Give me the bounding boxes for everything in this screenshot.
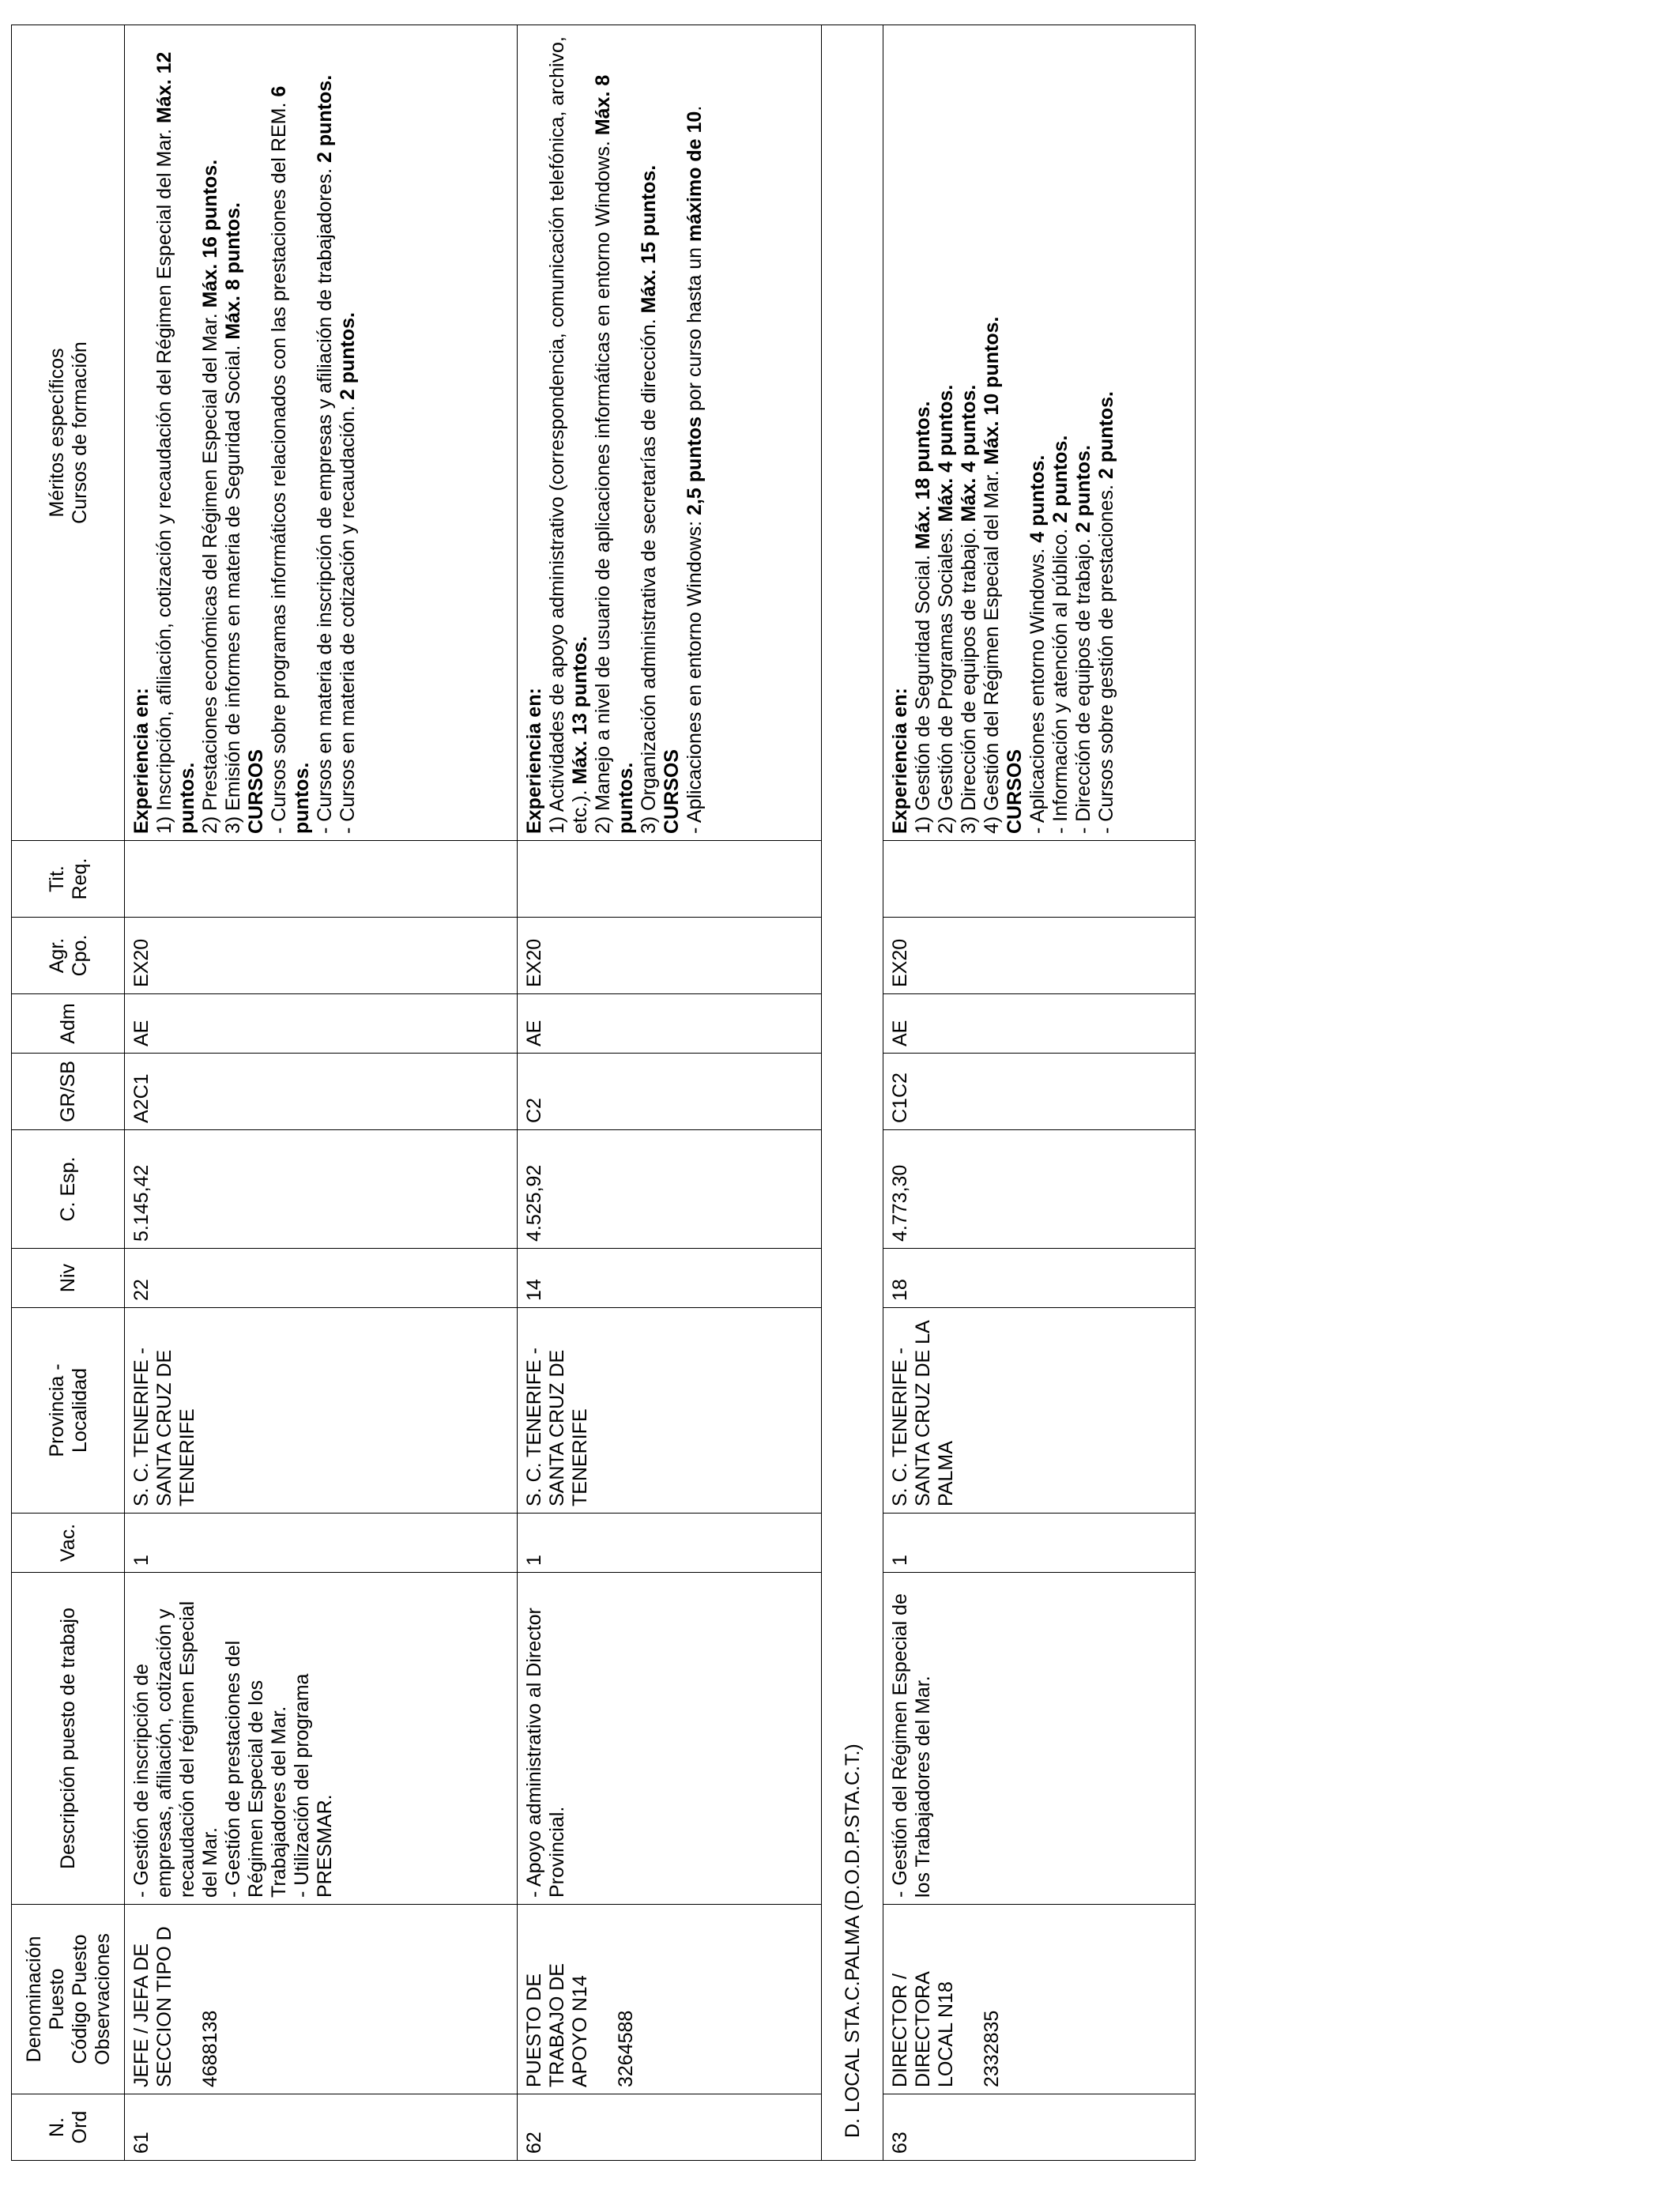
cell-niv: 14: [518, 1249, 822, 1308]
header-vac: Vac.: [12, 1514, 125, 1573]
cell-gr-sb: C2: [518, 1054, 822, 1130]
cell-adm: AE: [518, 994, 822, 1054]
description-line: - Gestión de prestaciones del Régimen Especial de los Trabajadores del Mar.: [222, 1640, 290, 1898]
course-item: - Cursos sobre programas informáticos relacionados con las prestaciones del REM. 6 puntos.: [268, 85, 313, 834]
cell-vac: 1: [518, 1514, 822, 1573]
cell-agr: EX20: [125, 918, 518, 994]
cell-descripcion: [125, 1573, 518, 1905]
position-code: 4688138: [199, 2010, 221, 2087]
description-line: - Apoyo administrativo al Director Provincial.: [523, 1608, 568, 1898]
merit-item: 2) Gestión de Programas Sociales. Máx. 4 puntos.: [935, 384, 957, 834]
header-n-ord: N. Ord: [12, 2094, 125, 2161]
course-item: - Información y atención al público. 2 puntos.: [1049, 435, 1072, 834]
cell-provincia: S. C. TENERIFE - SANTA CRUZ DE TENERIFE: [125, 1308, 518, 1514]
header-niv: Niv: [12, 1249, 125, 1308]
merit-item: 3) Organización administrativa de secretarías de dirección. Máx. 15 puntos.: [638, 164, 660, 834]
header-descripcion: Descripción puesto de trabajo: [12, 1573, 125, 1905]
course-item: - Cursos sobre gestión de prestaciones. 2 puntos.: [1095, 391, 1117, 834]
cell-denominacion: [518, 1905, 822, 2094]
cell-gr-sb: A2C1: [125, 1054, 518, 1130]
header-tit: Tit. Req.: [12, 841, 125, 918]
position-name: JEFE / JEFA DE SECCION TIPO D: [130, 1926, 175, 2087]
cell-tit: [125, 841, 518, 918]
experience-title: Experiencia en:: [130, 688, 153, 834]
cell-adm: AE: [883, 994, 1196, 1054]
position-name: DIRECTOR / DIRECTORA LOCAL N18: [889, 1972, 957, 2087]
course-item: - Aplicaciones entorno Windows. 4 puntos.: [1026, 454, 1049, 834]
header-meritos: Méritos específicos Cursos de formación: [12, 25, 125, 841]
cell-c-esp: 4.773,30: [883, 1130, 1196, 1249]
courses-title: CURSOS: [1004, 749, 1026, 834]
cell-denominacion: [883, 1905, 1196, 2094]
header-c-esp: C. Esp.: [12, 1130, 125, 1249]
cell-c-esp: 4.525,92: [518, 1130, 822, 1249]
header-adm: Adm: [12, 994, 125, 1054]
cell-denominacion: [125, 1905, 518, 2094]
merit-item: 1) Actividades de apoyo administrativo (correspondencia, comunicación telefónica, archivo, etc.). Máx. 13 puntos.: [546, 36, 591, 834]
cell-descripcion: [518, 1573, 822, 1905]
cell-vac: 1: [125, 1514, 518, 1573]
header-provincia: Provincia - Localidad: [12, 1308, 125, 1514]
merit-item: 2) Prestaciones económicas del Régimen Especial del Mar. Máx. 16 puntos.: [199, 159, 221, 834]
header-agr: Agr. Cpo.: [12, 918, 125, 994]
cell-tit: [883, 841, 1196, 918]
cell-c-esp: 5.145,42: [125, 1130, 518, 1249]
merit-item: 1) Inscripción, afiliación, cotización y recaudación del Régimen Especial del Mar. Máx. 12 puntos.: [153, 51, 198, 834]
cell-niv: 18: [883, 1249, 1196, 1308]
course-item: - Aplicaciones en entorno Windows: 2,5 puntos por curso hasta un máximo de 10.: [684, 105, 706, 834]
merit-item: 2) Manejo a nivel de usuario de aplicaciones informáticas en entorno Windows. Máx. 8 puntos.: [592, 74, 637, 834]
position-code: 3264588: [615, 2010, 637, 2087]
cell-tit: [518, 841, 822, 918]
cell-provincia: S. C. TENERIFE - SANTA CRUZ DE TENERIFE: [518, 1308, 822, 1514]
merit-item: 3) Dirección de equipos de trabajo. Máx. 4 puntos.: [958, 384, 980, 834]
merit-item: 1) Gestión de Seguridad Social. Máx. 18 puntos.: [912, 401, 934, 834]
section-title: D. LOCAL STA.C.PALMA (D.O.D.P.STA.C.T.): [822, 25, 883, 2161]
merit-item: 3) Emisión de informes en materia de Seguridad Social. Máx. 8 puntos.: [222, 202, 244, 834]
header-gr-sb: GR/SB: [12, 1054, 125, 1130]
position-name: PUESTO DE TRABAJO DE APOYO N14: [523, 1963, 591, 2087]
position-code: 2332835: [981, 2010, 1003, 2087]
course-item: - Cursos en materia de inscripción de empresas y afiliación de trabajadores. 2 puntos.: [314, 74, 336, 834]
cell-descripcion: [883, 1573, 1196, 1905]
merit-item: 4) Gestión del Régimen Especial del Mar. Máx. 10 puntos.: [981, 316, 1003, 834]
cell-niv: 22: [125, 1249, 518, 1308]
experience-title: Experiencia en:: [889, 688, 911, 834]
course-item: - Dirección de equipos de trabajo. 2 puntos.: [1072, 445, 1094, 834]
cell-agr: EX20: [518, 918, 822, 994]
courses-title: CURSOS: [661, 749, 683, 834]
cell-vac: 1: [883, 1514, 1196, 1573]
cell-gr-sb: C1C2: [883, 1054, 1196, 1130]
cell-adm: AE: [125, 994, 518, 1054]
cell-agr: EX20: [883, 918, 1196, 994]
course-item: - Cursos en materia de cotización y recaudación. 2 puntos.: [337, 312, 359, 834]
table-row: [883, 25, 1196, 2161]
courses-title: CURSOS: [245, 749, 267, 834]
cell-meritos: [883, 25, 1196, 841]
description-line: - Utilización del programa PRESMAR.: [291, 1673, 336, 1898]
table-row: [518, 25, 822, 2161]
job-positions-table: [11, 25, 1196, 2161]
cell-provincia: S. C. TENERIFE - SANTA CRUZ DE LA PALMA: [883, 1308, 1196, 1514]
cell-n-ord: 63: [883, 2094, 1196, 2161]
section-row: [822, 25, 883, 2161]
cell-meritos: [518, 25, 822, 841]
table-row: [125, 25, 518, 2161]
header-denominacion: Denominación Puesto Código Puesto Observaciones: [12, 1905, 125, 2094]
cell-n-ord: 61: [125, 2094, 518, 2161]
header-row: [12, 25, 125, 2161]
description-line: - Gestión de inscripción de empresas, afiliación, cotización y recaudación del régimen Especial del Mar.: [130, 1600, 221, 1898]
description-line: - Gestión del Régimen Especial de los Trabajadores del Mar.: [889, 1593, 934, 1898]
experience-title: Experiencia en:: [523, 688, 545, 834]
cell-n-ord: 62: [518, 2094, 822, 2161]
cell-meritos: [125, 25, 518, 841]
